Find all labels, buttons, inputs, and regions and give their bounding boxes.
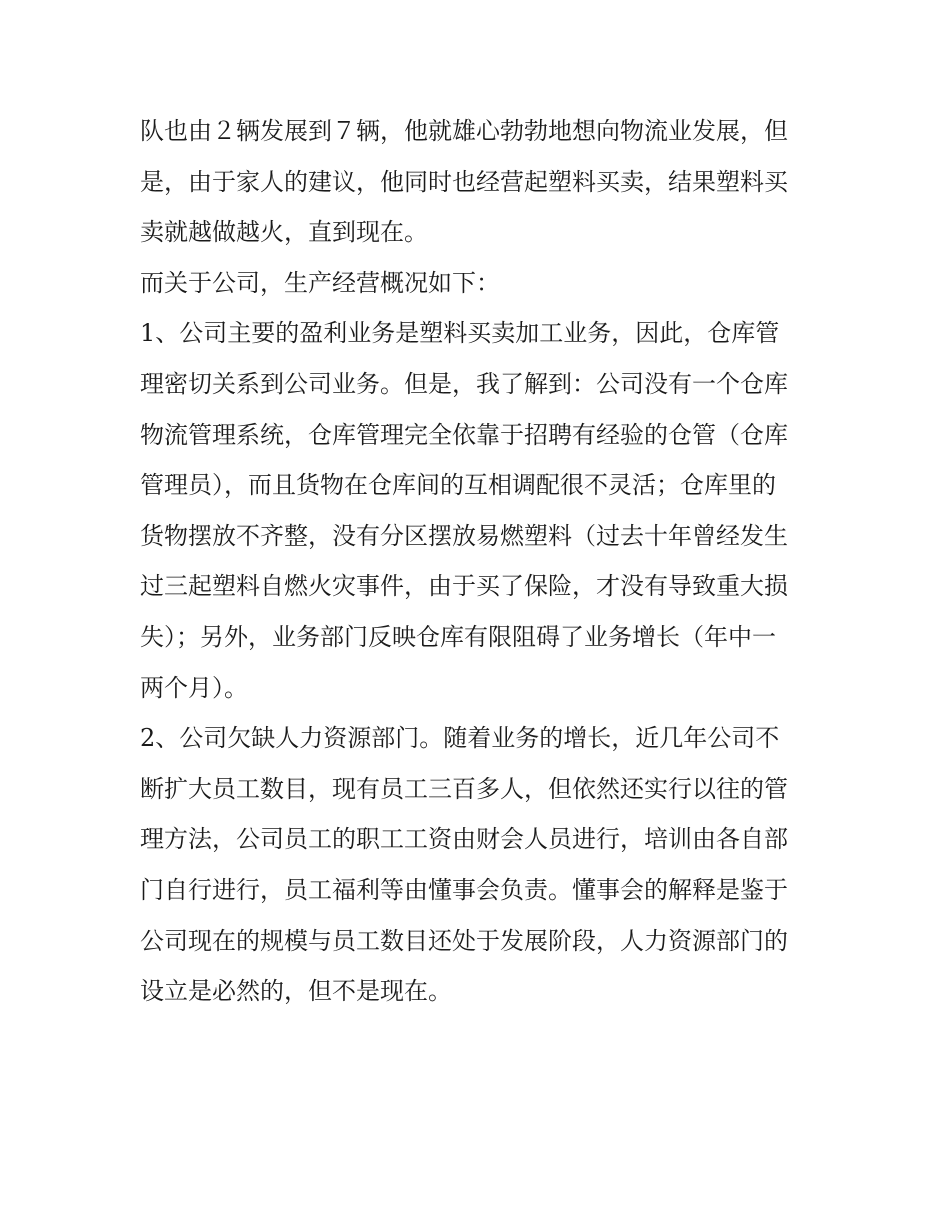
text-line: 失）；另外，业务部门反映仓库有限阻碍了业务增长（年中一 (140, 622, 776, 651)
text-line: 货物摆放不齐整，没有分区摆放易燃塑料（过去十年曾经发生 (140, 521, 788, 550)
text-line: 管理员），而且货物在仓库间的互相调配很不灵活；仓库里的 (140, 471, 776, 500)
text-line: 2、公司欠缺人力资源部门。随着业务的增长，近几年公司不 (140, 724, 780, 753)
text-line: 设立是必然的，但不是现在。 (140, 977, 452, 1006)
text-line: 过三起塑料自燃火灾事件，由于买了保险，才没有导致重大损 (140, 572, 788, 601)
body-text (140, 106, 820, 1017)
text-line: 断扩大员工数目，现有员工三百多人，但依然还实行以往的管 (140, 774, 788, 803)
text-line: 公司现在的规模与员工数目还处于发展阶段，人力资源部门的 (140, 926, 788, 955)
text-line: 物流管理系统，仓库管理完全依靠于招聘有经验的仓管（仓库 (140, 420, 788, 449)
text-line: 两个月）。 (140, 673, 248, 702)
text-line: 门自行进行，员工福利等由懂事会负责。懂事会的解释是鉴于 (140, 875, 788, 904)
text-line: 卖就越做越火，直到现在。 (140, 218, 428, 247)
text-line: 理密切关系到公司业务。但是，我了解到：公司没有一个仓库 (140, 369, 788, 398)
text-line: 理方法，公司员工的职工工资由财会人员进行，培训由各自部 (140, 825, 788, 854)
text-line: 是，由于家人的建议，他同时也经营起塑料买卖，结果塑料买 (140, 167, 788, 196)
text-line: 1、公司主要的盈利业务是塑料买卖加工业务，因此，仓库管 (140, 319, 780, 348)
text-line: 队也由２辆发展到７辆，他就雄心勃勃地想向物流业发展，但 (140, 117, 788, 145)
text-line: 而关于公司，生产经营概况如下： (140, 268, 500, 297)
